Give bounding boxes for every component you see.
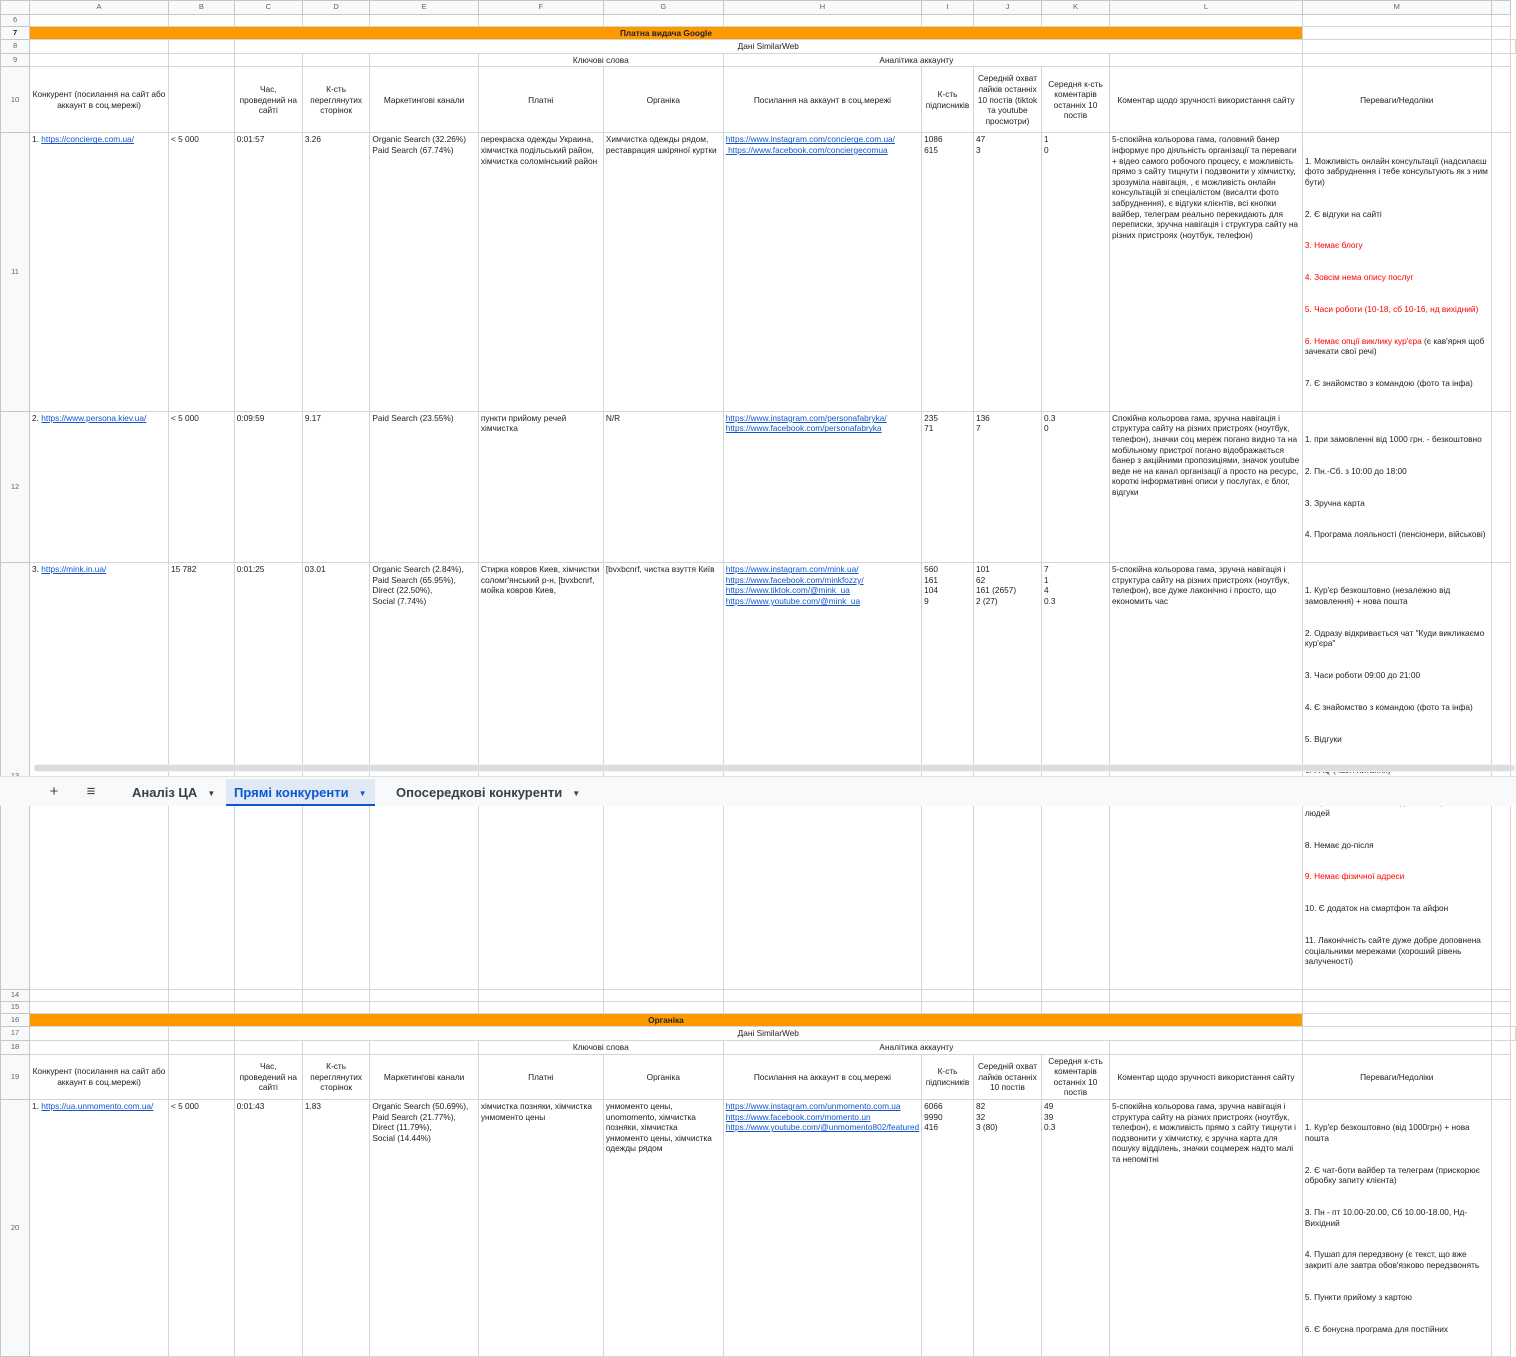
pros-item: 3. Пн - пт 10.00-20.00, Сб 10.00-18.00, Нд-Вихідний: [1304, 1206, 1468, 1228]
pages-cell[interactable]: 1.83: [302, 1100, 369, 1357]
cell[interactable]: [234, 53, 302, 67]
social-links-cell[interactable]: [723, 411, 921, 562]
cell[interactable]: [1491, 411, 1510, 562]
cell[interactable]: [234, 1001, 302, 1013]
cell[interactable]: [922, 14, 974, 26]
pros-item: 6. Є бонусна програма для постійних: [1304, 1323, 1449, 1334]
social-link[interactable]: https://www.facebook.com/conciergecomua: [725, 144, 888, 155]
cell[interactable]: [603, 14, 723, 26]
cell[interactable]: [1491, 1027, 1510, 1041]
cell[interactable]: [1302, 40, 1491, 54]
cell[interactable]: [723, 1001, 921, 1013]
social-link[interactable]: https://www.tiktok.com/@mink_ua: [725, 585, 850, 596]
row-number[interactable]: 7: [1, 26, 30, 40]
social-link[interactable]: https://www.facebook.com/momento.un: [725, 1111, 871, 1122]
cell[interactable]: [1042, 14, 1110, 26]
cell[interactable]: [1491, 14, 1510, 26]
pros-item: 11. Лаконічність сайте дуже добре доповнена соціальними мережами (хороший рівень залученості): [1304, 934, 1484, 967]
cell[interactable]: [1302, 14, 1491, 26]
col-header[interactable]: A: [30, 1, 169, 15]
cell[interactable]: [30, 989, 169, 1001]
row-index: 2.: [32, 412, 42, 423]
cell[interactable]: [1511, 1027, 1516, 1041]
col-header[interactable]: I: [922, 1, 974, 15]
row-number[interactable]: 11: [1, 133, 30, 411]
cell[interactable]: [370, 989, 478, 1001]
cell[interactable]: [234, 1041, 302, 1055]
likes-cell[interactable]: 82 32 3 (80): [973, 1100, 1041, 1357]
keywords-header[interactable]: Ключові слова: [478, 53, 723, 67]
followers-cell[interactable]: 6066 9990 416: [922, 1100, 974, 1357]
pros-item: людей: [1304, 807, 1330, 818]
followers-cell[interactable]: 235 71: [922, 411, 974, 562]
competitor-link[interactable]: https://mink.in.ua/: [41, 564, 107, 575]
channels-cell[interactable]: Paid Search (23.55%): [370, 411, 478, 562]
social-link[interactable]: https://www.instagram.com/personafabryka/: [725, 412, 887, 423]
cons-item: 9. Немає фізичної адреси: [1304, 871, 1405, 882]
comment-cell[interactable]: 5-спокійна кольорова гама, зручна навігація і структура сайту на різних пристроях (ноутбук, телефон), все дуже лаконічно і просто, що економить час: [1110, 563, 1303, 990]
cell[interactable]: [603, 989, 723, 1001]
cell[interactable]: [30, 1027, 169, 1041]
col-header[interactable]: J: [973, 1, 1041, 15]
cell[interactable]: [478, 1001, 603, 1013]
cell[interactable]: [1491, 989, 1510, 1001]
cell[interactable]: [30, 53, 169, 67]
cell[interactable]: [1511, 40, 1516, 54]
col-header[interactable]: D: [302, 1, 369, 15]
competitor-cell[interactable]: [30, 133, 169, 411]
horizontal-scrollbar[interactable]: [34, 764, 1516, 772]
cell[interactable]: [1302, 989, 1491, 1001]
paid-keywords-cell[interactable]: пункти прийому речей хімчистка: [478, 411, 603, 562]
pros-item: 3. Часи роботи 09:00 до 21:00: [1304, 670, 1421, 681]
row-number[interactable]: 20: [1, 1100, 30, 1357]
pros-cell[interactable]: [1302, 133, 1491, 411]
cons-item: 6. Немає опції виклику кур'єра: [1304, 335, 1422, 346]
organic-banner[interactable]: Органіка: [30, 1013, 1303, 1027]
cell[interactable]: [168, 14, 234, 26]
row-number[interactable]: 18: [1, 1041, 30, 1055]
paid-keywords-cell[interactable]: Стирка ковров Киев, хімчистки соломr'янський р-н, [bvxbcnrf, мойка ковров Киев,: [478, 563, 603, 990]
pros-item: 1. при замовленні від 1000 грн. - безкоштовно: [1304, 434, 1482, 444]
tab-indirect-competitors[interactable]: [388, 779, 588, 806]
cell[interactable]: [302, 14, 369, 26]
time-cell[interactable]: 0:01:43: [234, 1100, 302, 1357]
channels-cell[interactable]: Organic Search (32.26%) Paid Search (67.74%): [370, 133, 478, 411]
cell[interactable]: [1491, 1100, 1510, 1357]
header-pages[interactable]: К-сть переглянутих сторінок: [302, 1054, 369, 1099]
row-number[interactable]: 9: [1, 53, 30, 67]
cell[interactable]: [370, 1041, 478, 1055]
competitor-link[interactable]: https://ua.unmomento.com.ua/: [41, 1101, 154, 1112]
cell[interactable]: [302, 1041, 369, 1055]
cell[interactable]: [168, 40, 234, 54]
competitor-link[interactable]: https://www.persona.kiev.ua/: [41, 412, 147, 423]
cell[interactable]: [370, 53, 478, 67]
pros-item: 4. Пушап для передзвону (є текст, що вже закриті але завтра обов'язково передзвонять: [1304, 1249, 1480, 1270]
pros-item-tail: (є кав'ярня щоб зачекати свої речі): [1304, 335, 1487, 357]
visits-cell[interactable]: < 5 000: [168, 1100, 234, 1357]
tab-analysis[interactable]: [124, 779, 223, 806]
pros-cell[interactable]: [1302, 411, 1491, 562]
cell[interactable]: [1302, 53, 1491, 67]
cons-item: 3. Немає блогу: [1304, 240, 1363, 251]
header-avg-comments[interactable]: Середня к-сть коментарів останніх 10 постів: [1042, 1054, 1110, 1099]
cons-item: 5. Часи роботи (10-18, сб 10-16, нд вихідний): [1304, 303, 1479, 314]
pros-cell[interactable]: [1302, 1100, 1491, 1357]
corner-cell[interactable]: [1, 1, 30, 15]
menu-icon[interactable]: ≡: [86, 783, 96, 800]
cell[interactable]: [973, 1001, 1041, 1013]
cell[interactable]: [922, 989, 974, 1001]
cell[interactable]: [168, 53, 234, 67]
comment-cell[interactable]: 5-спокійна кольорова гама, зручна навігація і структура сайту на різних пристроях (ноутбук, телефон), є можливість прямо з сайту тицнути і подзвонити у хімчистку, є зручна карта для пошуку відділень, значки соцмереж надто малі та непомітні: [1110, 1100, 1303, 1357]
header-time[interactable]: Час, проведений на сайті: [234, 1054, 302, 1099]
cell[interactable]: [603, 1001, 723, 1013]
cell[interactable]: [168, 1001, 234, 1013]
row-number[interactable]: 19: [1, 1054, 30, 1099]
visits-cell[interactable]: 15 782: [168, 563, 234, 990]
sheet-tab-bar: [0, 776, 1516, 806]
cell[interactable]: [973, 14, 1041, 26]
header-comment[interactable]: Коментар щодо зручності використання сайту: [1110, 1054, 1303, 1099]
tab-direct-competitors[interactable]: [226, 779, 375, 806]
pros-item: 7. Є знайомство з командою (фото та інфа): [1304, 378, 1473, 389]
organic-keywords-cell[interactable]: Химчистка одежды рядом, реставрация шкіряної куртки: [603, 133, 723, 411]
cell[interactable]: [1302, 26, 1491, 40]
likes-cell[interactable]: 47 3: [973, 133, 1041, 411]
social-link[interactable]: https://www.facebook.com/minkfozzy/: [725, 574, 864, 585]
competitor-cell[interactable]: [30, 411, 169, 562]
social-link[interactable]: https://www.youtube.com/@mink_ua: [725, 595, 861, 606]
cell[interactable]: [1302, 1013, 1491, 1027]
cell[interactable]: [302, 1001, 369, 1013]
chevron-down-icon[interactable]: ▼: [358, 789, 367, 799]
cell[interactable]: [234, 989, 302, 1001]
tab-label: Аналіз ЦА: [132, 785, 198, 800]
cell[interactable]: [478, 989, 603, 1001]
pros-item: 2. Пн.-Сб. з 10:00 до 18:00: [1304, 465, 1407, 476]
row-number[interactable]: 12: [1, 411, 30, 562]
cell[interactable]: [30, 40, 169, 54]
comments-cell[interactable]: 1 0: [1042, 133, 1110, 411]
cell[interactable]: [302, 53, 369, 67]
col-header-extra[interactable]: [1491, 1, 1510, 15]
analytics-header[interactable]: Аналітика аккаунту: [723, 1041, 1109, 1055]
chevron-down-icon[interactable]: ▼: [207, 789, 216, 799]
cell[interactable]: [30, 14, 169, 26]
pros-item: 4. Є знайомство з командою (фото та інфа): [1304, 701, 1473, 712]
pros-item: 3. Зручна карта: [1304, 497, 1365, 508]
social-links-cell[interactable]: [723, 133, 921, 411]
cell[interactable]: [478, 14, 603, 26]
header-pros[interactable]: Переваги/Недоліки: [1302, 67, 1491, 133]
time-cell[interactable]: 0:09:59: [234, 411, 302, 562]
visits-cell[interactable]: < 5 000: [168, 411, 234, 562]
header-time[interactable]: Час, проведений на сайті: [234, 67, 302, 133]
header-competitor[interactable]: Конкурент (посилання на сайт або аккаунт в соц.мережі): [30, 67, 169, 133]
cell[interactable]: [1110, 989, 1303, 1001]
pros-item: 1. Можливість онлайн консультації (надсилаєш фото забруднення і тебе консультують як з ним бути): [1304, 155, 1491, 187]
cell[interactable]: [370, 14, 478, 26]
row-index: 1.: [32, 1101, 42, 1112]
competitor-link[interactable]: https://concierge.com.ua/: [41, 134, 134, 145]
cell[interactable]: [1491, 53, 1510, 67]
similarweb-header[interactable]: Дані SimilarWeb: [234, 1027, 1302, 1041]
header-paid[interactable]: Платні: [478, 1054, 603, 1099]
visits-cell[interactable]: < 5 000: [168, 133, 234, 411]
channels-cell[interactable]: Organic Search (2.84%), Paid Search (65.95%), Direct (22.50%), Social (7.74%): [370, 563, 478, 990]
social-link[interactable]: https://www.instagram.com/concierge.com.ua/: [725, 134, 895, 145]
header-organic[interactable]: Органіка: [603, 67, 723, 133]
analytics-header[interactable]: Аналітика аккаунту: [723, 53, 1109, 67]
cell[interactable]: [1491, 1054, 1510, 1099]
organic-keywords-cell[interactable]: унмоменто цены, unomomento, хімчистка позняки, хімчистка унмоменто цены, хімчистка одежды рядом: [603, 1100, 723, 1357]
cell[interactable]: [1491, 26, 1510, 40]
header-competitor[interactable]: Конкурент (посилання на сайт або аккаунт в соц.мережі): [30, 1054, 169, 1099]
row-number[interactable]: 6: [1, 14, 30, 26]
followers-cell[interactable]: 1086 615: [922, 133, 974, 411]
header-pages[interactable]: К-сть переглянутих сторінок: [302, 67, 369, 133]
header-social-links[interactable]: Посилання на аккаунт в соц.мережі: [723, 67, 921, 133]
paid-keywords-cell[interactable]: перекраска одежды Украина, хімчистка подільський район, хімчистка соломінський район: [478, 133, 603, 411]
cell[interactable]: [1302, 1001, 1491, 1013]
col-header[interactable]: C: [234, 1, 302, 15]
header-channels[interactable]: Маркетингові канали: [370, 1054, 478, 1099]
header-followers[interactable]: К-сть підписників: [922, 1054, 974, 1099]
header-avg-likes[interactable]: Середній охват лайків останніх 10 постів (tiktok та youtube просмотри): [973, 67, 1041, 133]
cell[interactable]: [1110, 1041, 1303, 1055]
cell[interactable]: [30, 1001, 169, 1013]
header-avg-likes[interactable]: Середній охват лайків останніх 10 постів: [973, 1054, 1041, 1099]
cell[interactable]: [723, 989, 921, 1001]
pros-item: 1. Кур'єр безкоштовно (незалежно від замовлення) + нова пошта: [1304, 585, 1453, 606]
header-social-links[interactable]: Посилання на аккаунт в соц.мережі: [723, 1054, 921, 1099]
header-pros[interactable]: Переваги/Недоліки: [1302, 1054, 1491, 1099]
keywords-header[interactable]: Ключові слова: [478, 1041, 723, 1055]
pros-item: 2. Є відгуки на сайті: [1304, 208, 1382, 219]
organic-keywords-cell[interactable]: [bvxbcnrf, чистка взуття Київ: [603, 563, 723, 990]
cell[interactable]: [302, 989, 369, 1001]
plus-icon[interactable]: +: [49, 783, 59, 800]
cell[interactable]: [1491, 1013, 1510, 1027]
organic-keywords-cell[interactable]: N/R: [603, 411, 723, 562]
col-header[interactable]: L: [1110, 1, 1303, 15]
row-index: 1.: [32, 134, 42, 145]
pages-cell[interactable]: 3.26: [302, 133, 369, 411]
cell[interactable]: [1491, 1001, 1510, 1013]
social-link[interactable]: https://www.instagram.com/unmomento.com.ua: [725, 1101, 901, 1112]
header-channels[interactable]: Маркетингові канали: [370, 67, 478, 133]
cell[interactable]: [168, 1054, 234, 1099]
time-cell[interactable]: 0:01:25: [234, 563, 302, 990]
pros-item: 4. Програма лояльності (пенсіонери, військові): [1304, 529, 1486, 540]
cell[interactable]: [723, 14, 921, 26]
cell[interactable]: [1491, 40, 1510, 54]
cell[interactable]: [168, 67, 234, 133]
pros-item: 2. Є чат-боти вайбер та телеграм (прискорює обробку запиту клієнта): [1304, 1164, 1483, 1186]
cell[interactable]: [168, 1027, 234, 1041]
col-header[interactable]: K: [1042, 1, 1110, 15]
comment-cell[interactable]: Спокійна кольорова гама, зручна навігація і структура сайту на різних пристроях (ноутбук, телефон), значки соц мереж погано видно та на мобільному пристрої погано відображається банер з акційними пропозиціями, значок youtube веде не на канал організації а просто на ресурс, короткі інформативні описи у послугах, є блог, відгуки: [1110, 411, 1303, 562]
cell[interactable]: [1302, 1041, 1491, 1055]
cell[interactable]: [234, 14, 302, 26]
col-header[interactable]: M: [1302, 1, 1491, 15]
cell[interactable]: [1491, 133, 1510, 411]
cell[interactable]: [973, 989, 1041, 1001]
cell[interactable]: [168, 989, 234, 1001]
social-link[interactable]: https://www.youtube.com/@unmomento802/featured: [725, 1122, 920, 1133]
row-number[interactable]: 8: [1, 40, 30, 54]
comments-cell[interactable]: 0.3 0: [1042, 411, 1110, 562]
cell[interactable]: [1302, 1027, 1491, 1041]
paid-banner[interactable]: Платна видача Google: [30, 26, 1303, 40]
social-links-cell[interactable]: [723, 1100, 921, 1357]
similarweb-header[interactable]: Дані SimilarWeb: [234, 40, 1302, 54]
tab-label: Опосередкові конкуренти: [396, 785, 563, 800]
chevron-down-icon[interactable]: ▼: [572, 789, 581, 799]
cell[interactable]: [1042, 1001, 1110, 1013]
row-number[interactable]: 14: [1, 989, 30, 1001]
pros-item: 5. Відгуки: [1304, 733, 1342, 744]
header-followers[interactable]: К-сть підписників: [922, 67, 974, 133]
header-organic[interactable]: Органіка: [603, 1054, 723, 1099]
cell[interactable]: [922, 1001, 974, 1013]
pros-item: 5. Пункти прийому з картою: [1304, 1291, 1413, 1302]
competitor-cell[interactable]: [30, 1100, 169, 1357]
pros-item: 2. Одразу відкривається чат "Куди викликаємо кур'єра": [1304, 627, 1487, 649]
row-number[interactable]: 16: [1, 1013, 30, 1027]
social-link[interactable]: https://www.facebook.com/personafabryka: [725, 423, 882, 434]
cell[interactable]: [1491, 1041, 1510, 1055]
row-number[interactable]: 17: [1, 1027, 30, 1041]
cell[interactable]: [1110, 1001, 1303, 1013]
row-number[interactable]: 10: [1, 67, 30, 133]
pros-item: 8. Немає до-після: [1304, 839, 1374, 850]
channels-cell[interactable]: Organic Search (50.69%), Paid Search (21.77%), Direct (11.79%), Social (14.44%): [370, 1100, 478, 1357]
likes-cell[interactable]: 101 62 161 (2657) 2 (27): [973, 563, 1041, 990]
cons-item: 4. Зовсім нема опису послуг: [1304, 272, 1414, 283]
col-header[interactable]: E: [370, 1, 478, 15]
cell[interactable]: [168, 1041, 234, 1055]
header-comment[interactable]: Коментар щодо зручності використання сайту: [1110, 67, 1303, 133]
pages-cell[interactable]: 03.01: [302, 563, 369, 990]
time-cell[interactable]: 0:01:57: [234, 133, 302, 411]
col-header[interactable]: G: [603, 1, 723, 15]
header-avg-comments[interactable]: Середня к-сть коментарів останніх 10 постів: [1042, 67, 1110, 133]
comments-cell[interactable]: 7 1 4 0.3: [1042, 563, 1110, 990]
cell[interactable]: [370, 1001, 478, 1013]
pros-item: 1. Кур'єр безкоштовно (від 1000грн) + нова пошта: [1304, 1122, 1472, 1143]
cell[interactable]: [1042, 989, 1110, 1001]
likes-cell[interactable]: 136 7: [973, 411, 1041, 562]
paid-keywords-cell[interactable]: хімчистка позняки, хімчистка унмоменто цены: [478, 1100, 603, 1357]
cell[interactable]: [30, 1041, 169, 1055]
social-link[interactable]: https://www.instagram.com/mink.ua/: [725, 564, 859, 575]
cell[interactable]: [1110, 14, 1303, 26]
header-paid[interactable]: Платні: [478, 67, 603, 133]
cell[interactable]: [1491, 67, 1510, 133]
row-index: 3.: [32, 564, 42, 575]
pros-item: 10. Є додаток на смартфон та айфон: [1304, 903, 1449, 914]
col-header[interactable]: B: [168, 1, 234, 15]
cell[interactable]: [1110, 53, 1303, 67]
pages-cell[interactable]: 9.17: [302, 411, 369, 562]
pros-item-mixed: [1305, 336, 1489, 357]
col-header[interactable]: F: [478, 1, 603, 15]
row-number[interactable]: 15: [1, 1001, 30, 1013]
comments-cell[interactable]: 49 39 0.3: [1042, 1100, 1110, 1357]
followers-cell[interactable]: 560 161 104 9: [922, 563, 974, 990]
comment-cell[interactable]: 5-спокійна кольорова гама, головний банер інформує про діяльність організації та переваги + відео самого робочого процесу, є можливість прямо з сайту тицнути і подзвонити у хімчистку, зрозуміла навігація, , є можливість онлайн консультацій зі спеціалістом (висалти фото забруднення), є відгуки клієнтів, всі кнопки вайбер, телеграм реально перекидають для переписки, зручна навігація і структура сайту на різних пристроях (ноутбук, телефон): [1110, 133, 1303, 411]
tab-label: Прямі конкуренти: [234, 785, 349, 800]
col-header[interactable]: H: [723, 1, 921, 15]
scrollbar-thumb[interactable]: [34, 765, 1514, 771]
